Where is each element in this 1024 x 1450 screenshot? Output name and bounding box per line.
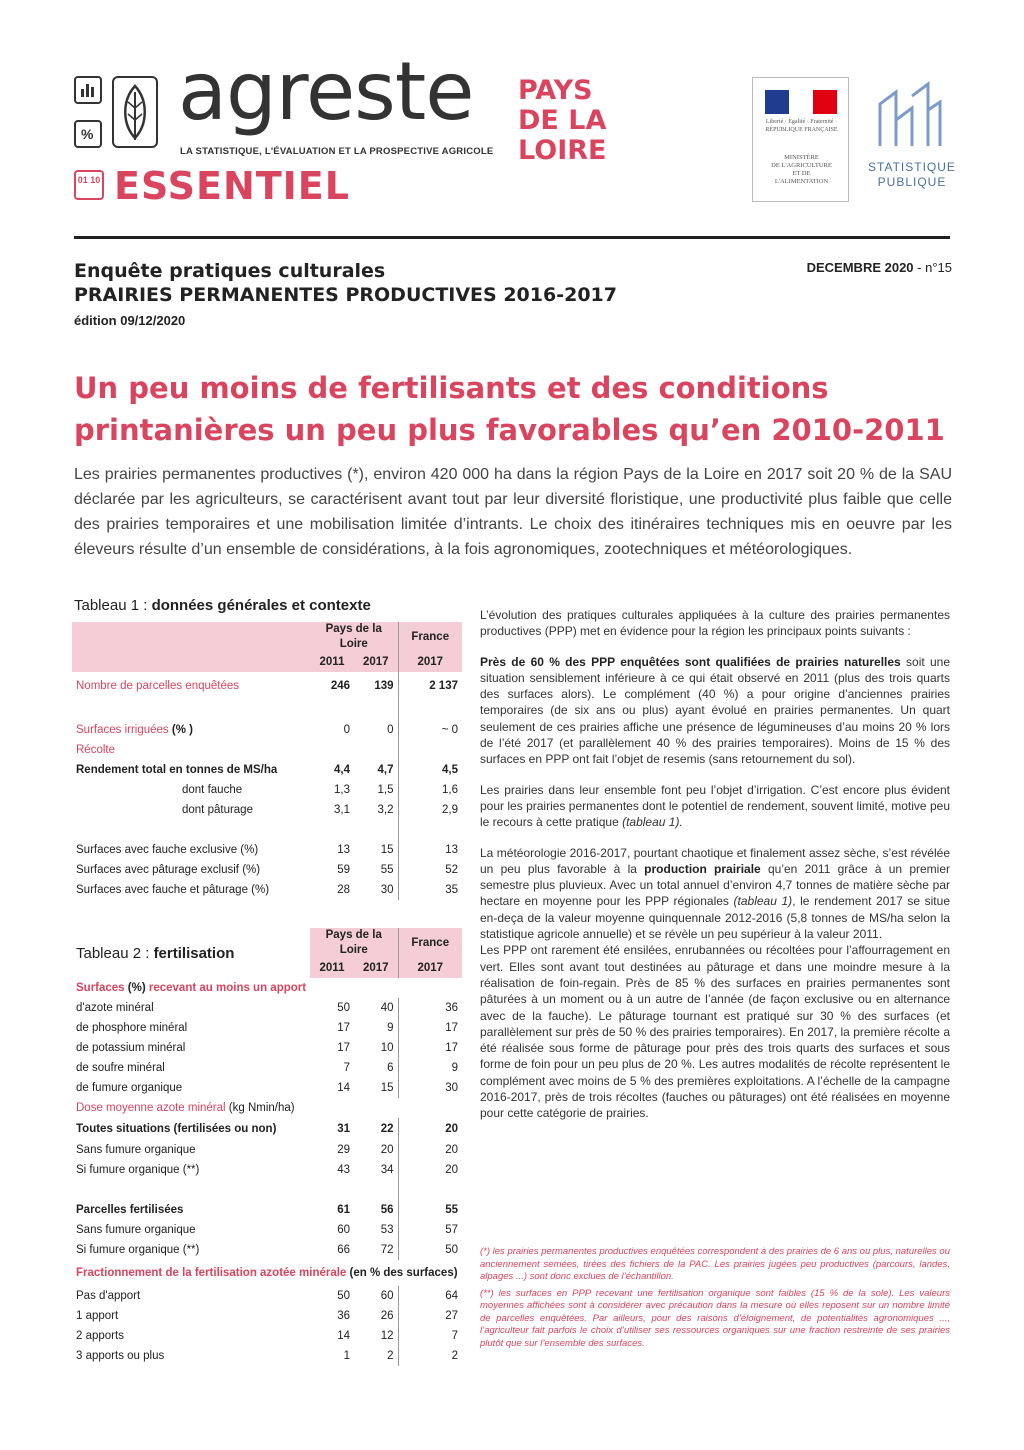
agreste-wordmark: agreste — [178, 45, 474, 138]
table-row: Sans fumure organique 29 20 20 — [72, 1140, 462, 1160]
table-row: Surfaces avec fauche et pâturage (%) 28 30 35 — [72, 880, 462, 900]
series-name: ESSENTIEL — [114, 164, 350, 208]
table1: Pays de la Loire France 2011 2017 2017 Nombre de parcelles enquêtées 246 139 2 137 Surfaces irriguées (% ) 0 0 ~ 0 Récolte Rendement total en tonnes de MS/ha 4,4 4,7 4,5 dont fauche 1,3 1,5 1,6 dont pâturage 3,1 3,2 2,9 Surfaces avec fauche exclusive (%) 13 15 13 Surfaces avec pâturage exclusif (%) 59 55 52 Surfaces avec fauche et pâturage (%) 28 30 35 — [72, 622, 462, 900]
headline-line-2: printanières un peu plus favorables qu’en 2010-2011 — [74, 413, 945, 447]
table1-france-header: France — [398, 622, 462, 652]
table-section: Dose moyenne azote minéral (kg Nmin/ha) — [76, 1102, 295, 1114]
svg-text:%: % — [81, 126, 94, 142]
table-row: de soufre minéral 7 6 9 — [72, 1058, 462, 1078]
percent-icon — [74, 120, 102, 148]
headline: Un peu moins de fertilisants et des conditions — [74, 371, 829, 405]
table-row: Si fumure organique (**) 66 72 50 — [72, 1240, 462, 1260]
footnote: (*) les prairies permanentes productives enquêtées correspondent à des prairies de 6 ans ou plus, naturelles ou anciennement semées, tirées des fichiers de la PAC. Les prairies jugées peu productives (parcours, landes, alpages ...) sont donc exclues de l’échantillon. — [480, 1246, 950, 1282]
table-row: Nombre de parcelles enquêtées 246 139 2 137 — [72, 672, 462, 700]
footnotes — [480, 1246, 950, 1354]
table-row: de phosphore minéral 17 9 17 — [72, 1018, 462, 1038]
body-text — [480, 607, 950, 1136]
survey-title: Enquête pratiques culturales PRAIRIES PERMANENTES PRODUCTIVES 2016-2017 — [74, 260, 617, 306]
table-section: Fractionnement de la fertilisation azotée minérale (en % des surfaces) — [76, 1267, 458, 1279]
bar-chart-icon — [74, 76, 102, 104]
paragraph: La météorologie 2016-2017, pourtant chaotique et finalement assez sèche, s’est révélée un peu plus favorable à la production prairiale qu’en 2011 grâce à un premier semestre plus pluvieux. Avec un total annuel d’environ 4,7 tonnes de matière sèche par hectare en moyenne pour les PPP régionales (tableau 1), le rendement 2017 se situe en-deça de la valeur moyenne quinquennale 2012-2016 (5,8 tonnes de MS/ha selon la statistique agricole annuelle) et se révèle un peu supérieur à la valeur 2011. — [480, 845, 951, 942]
paragraph: Les prairies dans leur ensemble font peu l’objet d’irrigation. C’est encore plus évident pour les prairies permanentes dont le potentiel de rendement, souvent limité, motive peu le recours à cette pratique (tableau 1). — [480, 782, 950, 830]
region-name: PAYS DE LA LOIRE — [518, 75, 607, 166]
table-row: dont fauche 1,3 1,5 1,6 — [72, 780, 462, 800]
paragraph: L’évolution des pratiques culturales appliquées à la culture des prairies permanentes productives (PPP) met en évidence pour la région les principaux points suivants : — [480, 608, 950, 639]
table-row: dont pâturage 3,1 3,2 2,9 — [72, 800, 462, 820]
agreste-tagline: LA STATISTIQUE, L'ÉVALUATION ET LA PROSPECTIVE AGRICOLE — [180, 146, 494, 157]
table-row: Sans fumure organique 60 53 57 — [72, 1220, 462, 1240]
intro-paragraph: Les prairies permanentes productives (*), environ 420 000 ha dans la région Pays de la Loire en 2017 soit 20 % de la SAU déclarée par les agriculteurs, se caractérisent avant tout par leur diversité floristique, une productivité plus faible que celle des prairies temporaires et une mobilisation limitée d’intrants. Le choix des itinéraires techniques mis en oeuvre par les éleveurs résulte d’un ensemble de considérations, à la fois agronomiques, zootechniques et météorologiques. — [74, 466, 952, 558]
ministry-name: MINISTÈRE DE L'AGRICULTURE ET DE L'ALIMENTATION — [771, 154, 832, 185]
binary-icon: 01 10 — [74, 170, 104, 200]
table2-caption: Tableau 2 : fertilisation — [72, 928, 310, 978]
table-row: Rendement total en tonnes de MS/ha 4,4 4,7 4,5 — [72, 760, 462, 780]
paragraph: Les PPP ont rarement été ensilées, enrubannées ou récoltées pour l’affourragement en vert. Elles sont avant tout destinées au pâturage et dans une moindre mesure à la réalisation de foin-regain. Près de 85 % des surfaces en prairies permanentes sont pâturées à un moment ou à un autre de l’année (de façon exclusive ou en alternance avec de la fauche). Le pâturage tournant est pratiqué sur 30 % des surfaces (et parallèlement sur près de 50 % des prairies temporaires). En 2017, la première récolte a été réalisée sous forme de pâturage pour près des trois quarts des surfaces et sous forme de foin pour un peu plus de 20 %. Les autres modalités de récolte représentent le complément avec moins de 5 % des premières exploitations. A l’échelle de la campagne 2016-2017, près de trois récoltes (fauches ou pâturages) ont été réalisées en moyenne pour cette catégorie de prairies. — [480, 943, 950, 1121]
table-section: Surfaces (%) recevant au moins un apport — [72, 978, 462, 998]
statistique-publique-text: STATISTIQUE PUBLIQUE — [868, 160, 956, 189]
table-row: de potassium minéral 17 10 17 — [72, 1038, 462, 1058]
table-row: d'azote minéral 50 40 36 — [72, 998, 462, 1018]
table1-header — [72, 622, 462, 652]
issue-date: DECEMBRE 2020 - n°15 — [806, 260, 952, 275]
table-row: 3 apports ou plus 1 2 2 — [72, 1346, 462, 1366]
republic-motto: Liberté · Égalité · Fraternité · RÉPUBLIQUE FRANÇAISE — [765, 119, 838, 133]
edition-date: édition 09/12/2020 — [74, 313, 186, 328]
table-row: Toutes situations (fertilisées ou non) 31 22 20 — [72, 1118, 462, 1140]
table2-header: Tableau 2 : fertilisation Pays de la Loire France — [72, 928, 462, 958]
header-rule — [74, 236, 950, 239]
table-row: Parcelles fertilisées 61 56 55 — [72, 1200, 462, 1220]
statistique-publique-logo-icon — [876, 80, 944, 150]
table-row: Si fumure organique (**) 43 34 20 — [72, 1160, 462, 1180]
table1-caption: Tableau 1 : données générales et contexte — [74, 597, 371, 614]
table-row: de fumure organique 14 15 30 — [72, 1078, 462, 1098]
table-row: Surfaces avec pâturage exclusif (%) 59 55 52 — [72, 860, 462, 880]
table-row: 2 apports 14 12 7 — [72, 1326, 462, 1346]
ministry-logo — [752, 77, 849, 202]
table-row: Récolte — [72, 740, 462, 760]
marianne-flag-icon — [765, 90, 837, 114]
footnote: (**) les surfaces en PPP recevant une fertilisation organique sont faibles (15 % de la sole). Les valeurs moyennes affichées sont à considérer avec précaution dans la mesure où elles reposent sur un nombre limité de parcelles enquêtées. Par ailleurs, pour des raisons d’éloignement, de potentialités agronomiques ..., l’agriculteur fait parfois le choix d’utiliser ses ressources organiques sur une fraction restreinte de ses prairies plutôt que sur l’ensemble des surfaces. — [480, 1287, 950, 1349]
leaf-icon — [112, 76, 158, 148]
table-row: Pas d'apport 50 60 64 — [72, 1286, 462, 1306]
table2: Tableau 2 : fertilisation Pays de la Loire France 2011 2017 2017 Surfaces (%) recevant au moins un apport d'azote minéral 50 40 36 de phosphore minéral 17 9 17 de potassium minéral 17 10 17 de soufre minéral 7 6 9 de fumure organique 14 15 30 Dose moyenne azote minéral (kg Nmin/ha) Toutes situations (fertilisées ou non) 31 22 20 Sans fumure organique 29 20 20 Si fumure organique (**) 43 34 20 Parcelles fertilisées 61 56 55 Sans fumure organique 60 53 57 Si fumure organique (**) 66 72 50 Fractionnement de la fertilisation azotée minérale (en % des surfaces) Pas d'apport 50 60 64 1 apport 36 26 27 2 apports 14 12 7 3 apports ou plus 1 2 2 — [72, 928, 462, 1366]
table-row: 1 apport 36 26 27 — [72, 1306, 462, 1326]
table1-group-header: Pays de la Loire — [325, 623, 382, 650]
paragraph: Près de 60 % des PPP enquêtées sont qualifiées de prairies naturelles soit une situation sensiblement inférieure à ce qui était observé en 2011 (plus des trois quarts des surfaces alors). Le complément (40 %) a pour origine d’anciennes prairies temporaires (de six ans ou plus) ayant évolué en prairies permanentes. Un quart seulement de ces prairies affiche une présence de légumineuses d’au moins 20 % lors de l’été 2017 (et parallèlement 40 % des prairies temporaires). Moins de 15 % des surfaces en PPP ont fait l’objet de resemis (sans retournement du sol). — [480, 654, 950, 767]
table-row: Surfaces avec fauche exclusive (%) 13 15 13 — [72, 840, 462, 860]
table-row: Surfaces irriguées (% ) 0 0 ~ 0 — [72, 720, 462, 740]
